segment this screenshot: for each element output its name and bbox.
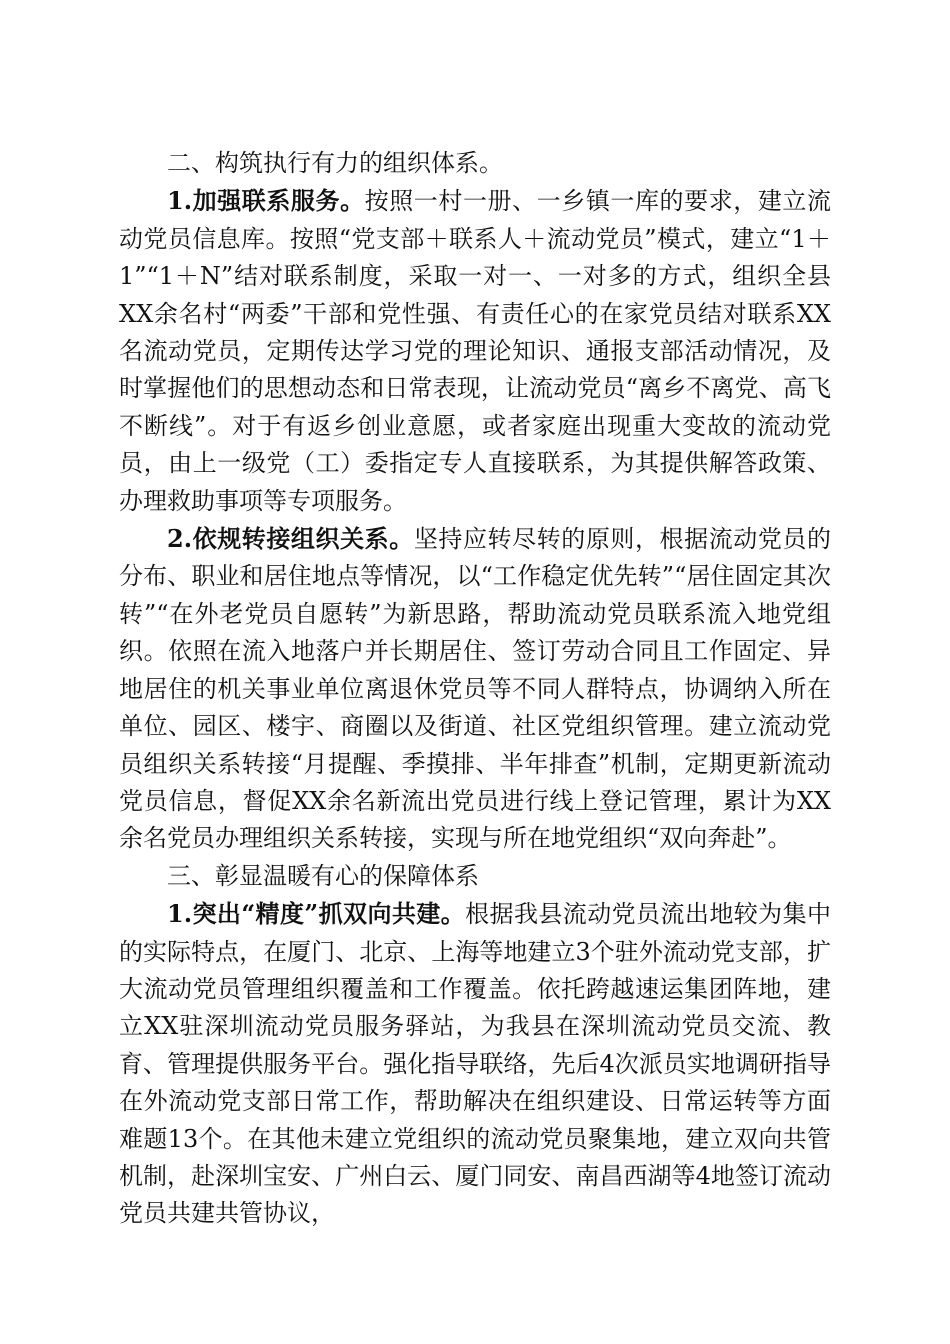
paragraph-transfer-relations	[119, 520, 831, 858]
section-heading-2: 二、构筑执行有力的组织体系。	[167, 149, 503, 177]
section-heading-3: 三、彰显温暖有心的保障体系	[167, 861, 479, 890]
paragraph-body: 根据我县流动党员流出地较为集中的实际特点，在厦门、北京、上海等地建立3个驻外流动党支部，扩大流动党员管理组织覆盖和工作覆盖。依托跨越速运集团阵地，建立XX驻深圳流动党员服务驿站，为我县在深圳流动党员交流、教育、管理提供服务平台。强化指导联络，先后4次派员实地调研指导在外流动党支部日常工作，帮助解决在组织建设、日常运转等方面难题13个。在其他未建立党组织的流动党员聚集地，建立双向共管机制，赴深圳宝安、广州白云、厦门同安、南昌西湖等4地签订流动党员共建共管协议，	[119, 900, 831, 1228]
paragraph-co-construction	[119, 895, 831, 1233]
paragraph-body: 按照一村一册、一乡镇一库的要求，建立流动党员信息库。按照“党支部＋联系人＋流动党员”模式，建立“1＋1”“1＋N”结对联系制度，采取一对一、一对多的方式，组织全县XX余名村“两委”干部和党性强、有责任心的在家党员结对联系XX名流动党员，定期传达学习党的理论知识、通报支部活动情况，及时掌握他们的思想动态和日常表现，让流动党员“离乡不离党、高飞不断线”。对于有返乡创业意愿，或者家庭出现重大变故的流动党员，由上一级党（工）委指定专人直接联系，为其提供解答政策、办理救助事项等专项服务。	[119, 187, 831, 515]
paragraph-lead: 1.突出“精度”抓双向共建。	[167, 899, 466, 929]
paragraph-contact-service	[119, 182, 831, 520]
paragraph-lead: 2.依规转接组织关系。	[167, 524, 414, 554]
paragraph-lead: 1.加强联系服务。	[167, 186, 365, 216]
paragraph-body: 坚持应转尽转的原则，根据流动党员的分布、职业和居住地点等情况，以“工作稳定优先转”“居住固定其次转”“在外老党员自愿转”为新思路，帮助流动党员联系流入地党组织。依照在流入地落户并长期居住、签订劳动合同且工作固定、异地居住的机关事业单位离退休党员等不同人群特点，协调纳入所在单位、园区、楼宇、商圈以及街道、社区党组织管理。建立流动党员组织关系转接“月提醒、季摸排、半年排查”机制，定期更新流动党员信息，督促XX余名新流出党员进行线上登记管理，累计为XX余名党员办理组织关系转接，实现与所在地党组织“双向奔赴”。	[119, 525, 832, 853]
document-body	[119, 145, 831, 1233]
